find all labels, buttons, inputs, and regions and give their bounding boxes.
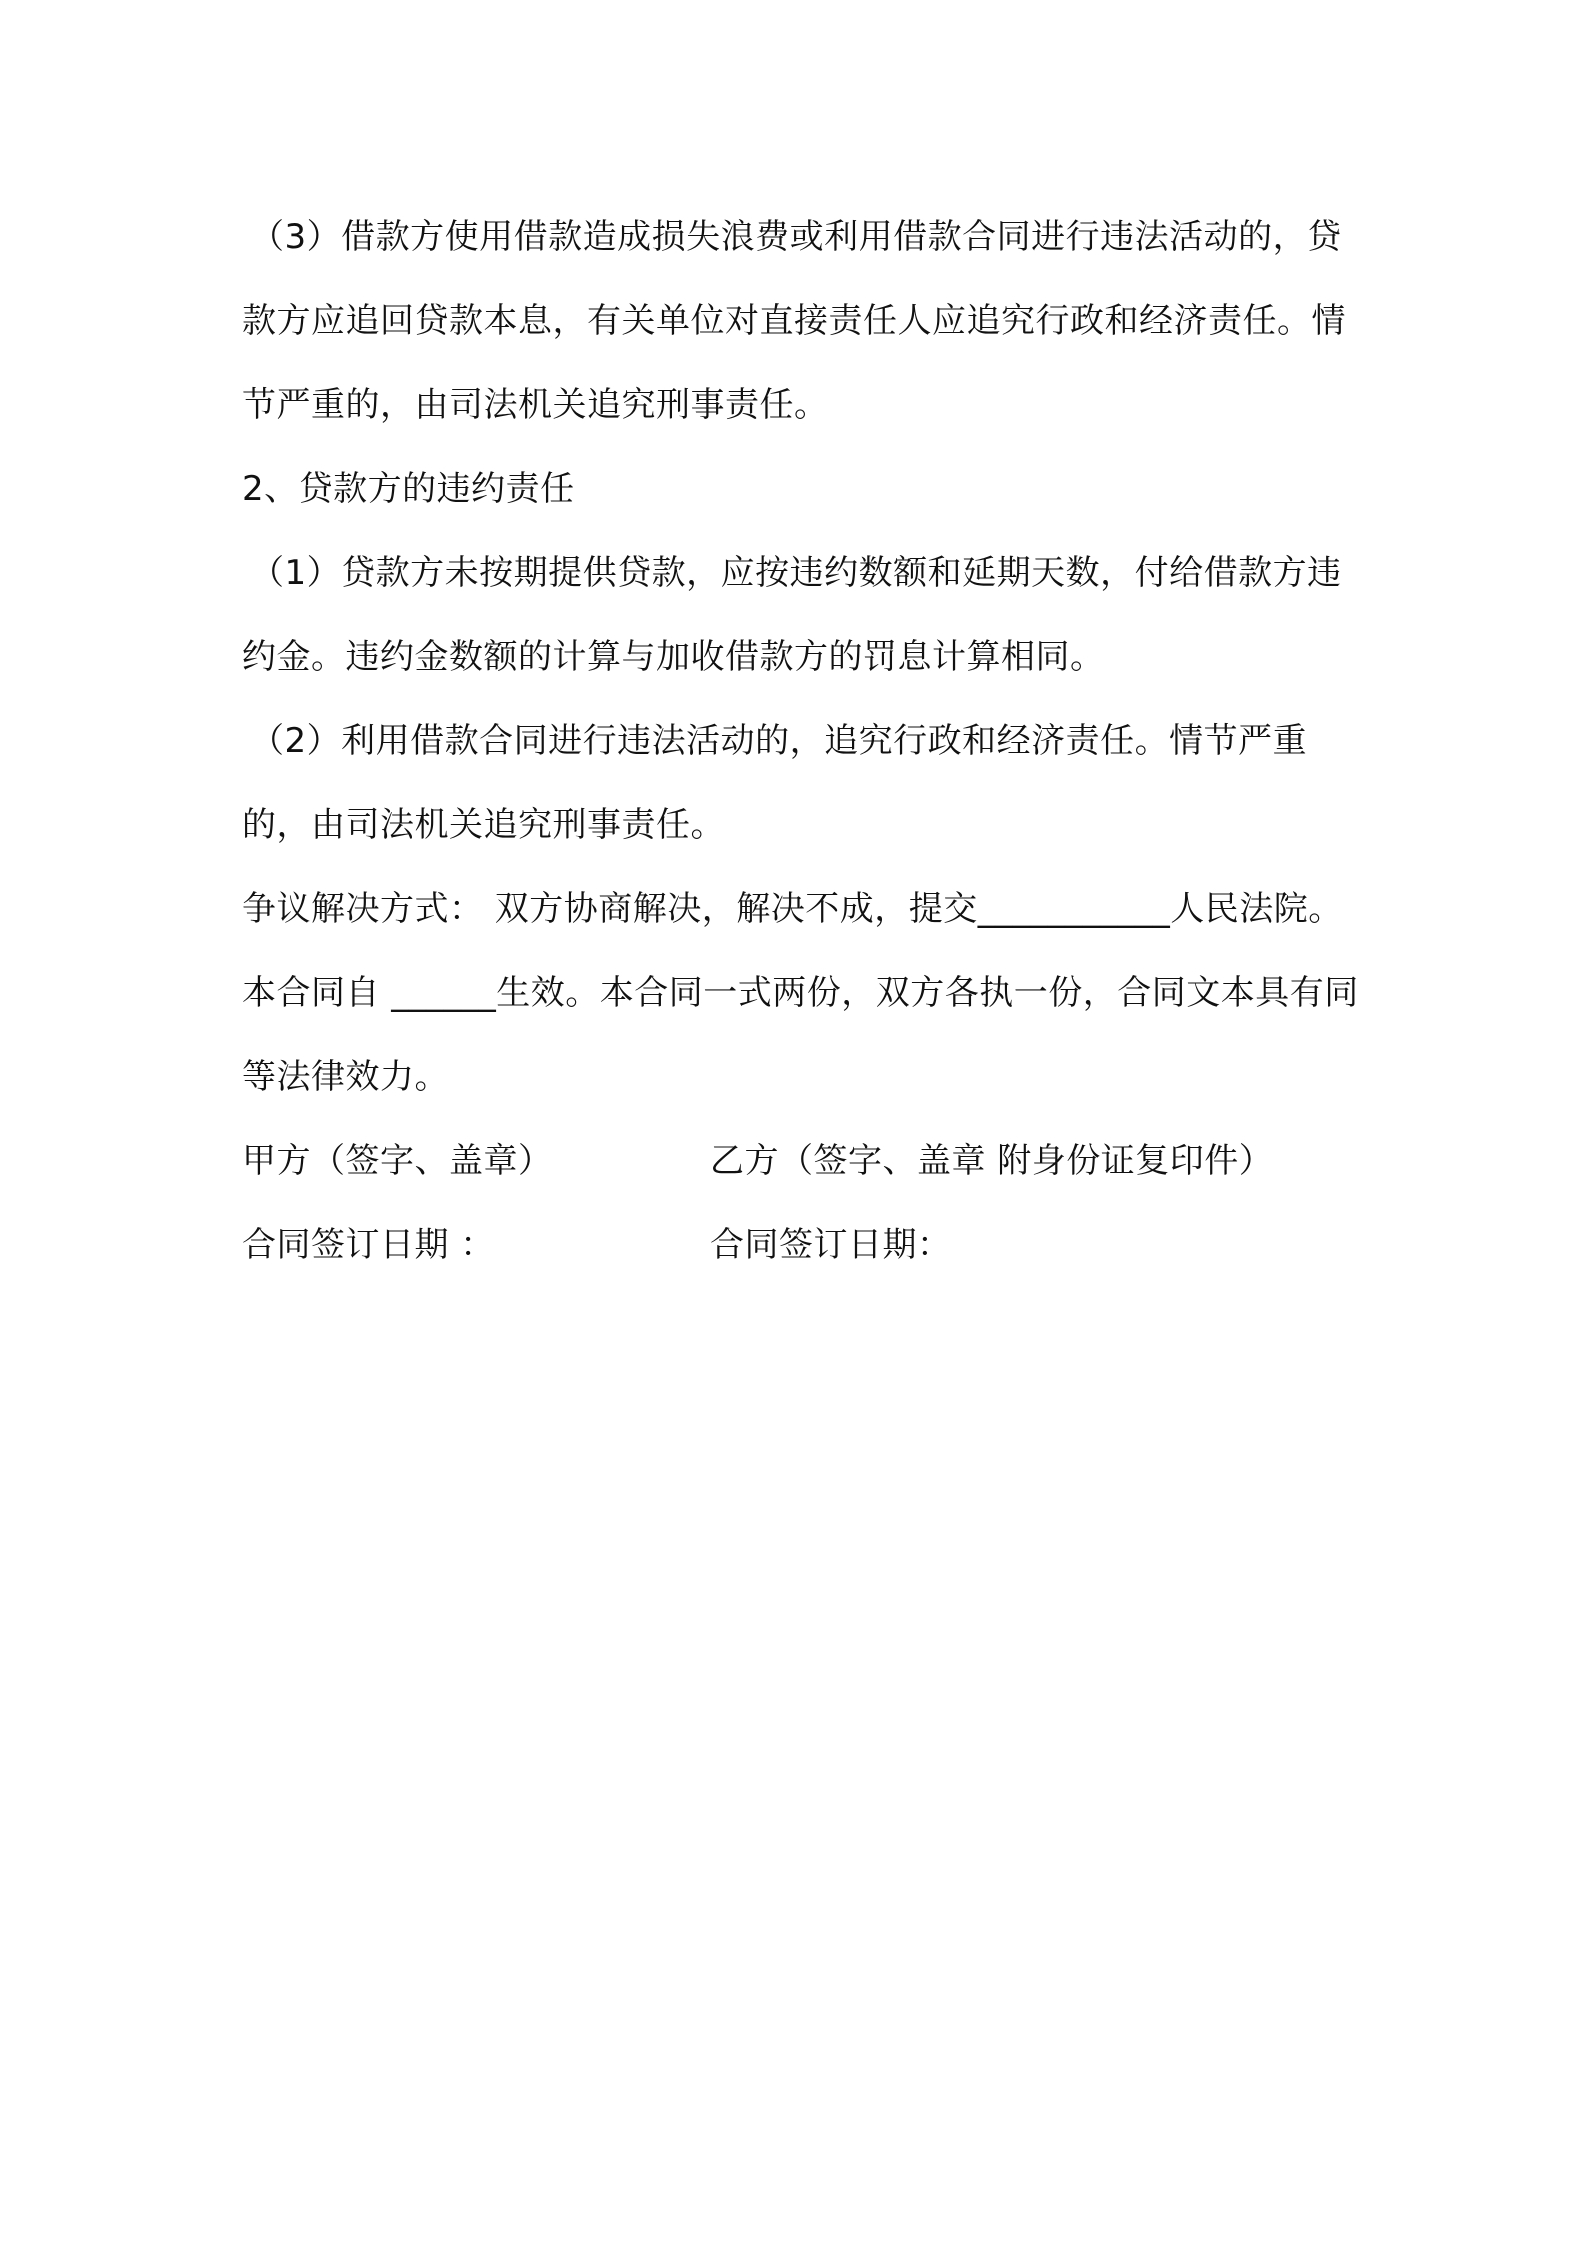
document-body <box>242 195 1372 1287</box>
party-a-signing-date: 合同签订日期 ： <box>242 1225 495 1265</box>
section-2-heading: 2、贷款方的违约责任 <box>242 469 575 509</box>
clause-2-illegal-use: （2）利用借款合同进行违法活动的，追究行政和经济责任。情节严重的，由司法机关追究刑事责任。 <box>242 721 1308 845</box>
party-b-signing-date: 合同签订日期： <box>710 1225 952 1265</box>
effective-clause: 本合同自 ______生效。本合同一式两份，双方各执一份，合同文本具有同等法律效力。 <box>242 973 1359 1097</box>
dispute-resolution: 争议解决方式： 双方协商解决，解决不成，提交___________人民法院。 <box>242 889 1343 929</box>
party-a-signature: 甲方（签字、盖章） <box>242 1141 553 1181</box>
party-b-signature: 乙方（签字、盖章 附身份证复印件） <box>710 1141 1274 1181</box>
clause-1-lender-late: （1）贷款方未按期提供贷款，应按违约数额和延期天数，付给借款方违约金。违约金数额的计算与加收借款方的罚息计算相同。 <box>242 553 1342 677</box>
signature-row <box>242 1119 1372 1203</box>
clause-3-borrower-misuse: （3）借款方使用借款造成损失浪费或利用借款合同进行违法活动的，贷款方应追回贷款本息，有关单位对直接责任人应追究行政和经济责任。情节严重的，由司法机关追究刑事责任。 <box>242 217 1346 425</box>
signing-date-row <box>242 1203 1372 1287</box>
